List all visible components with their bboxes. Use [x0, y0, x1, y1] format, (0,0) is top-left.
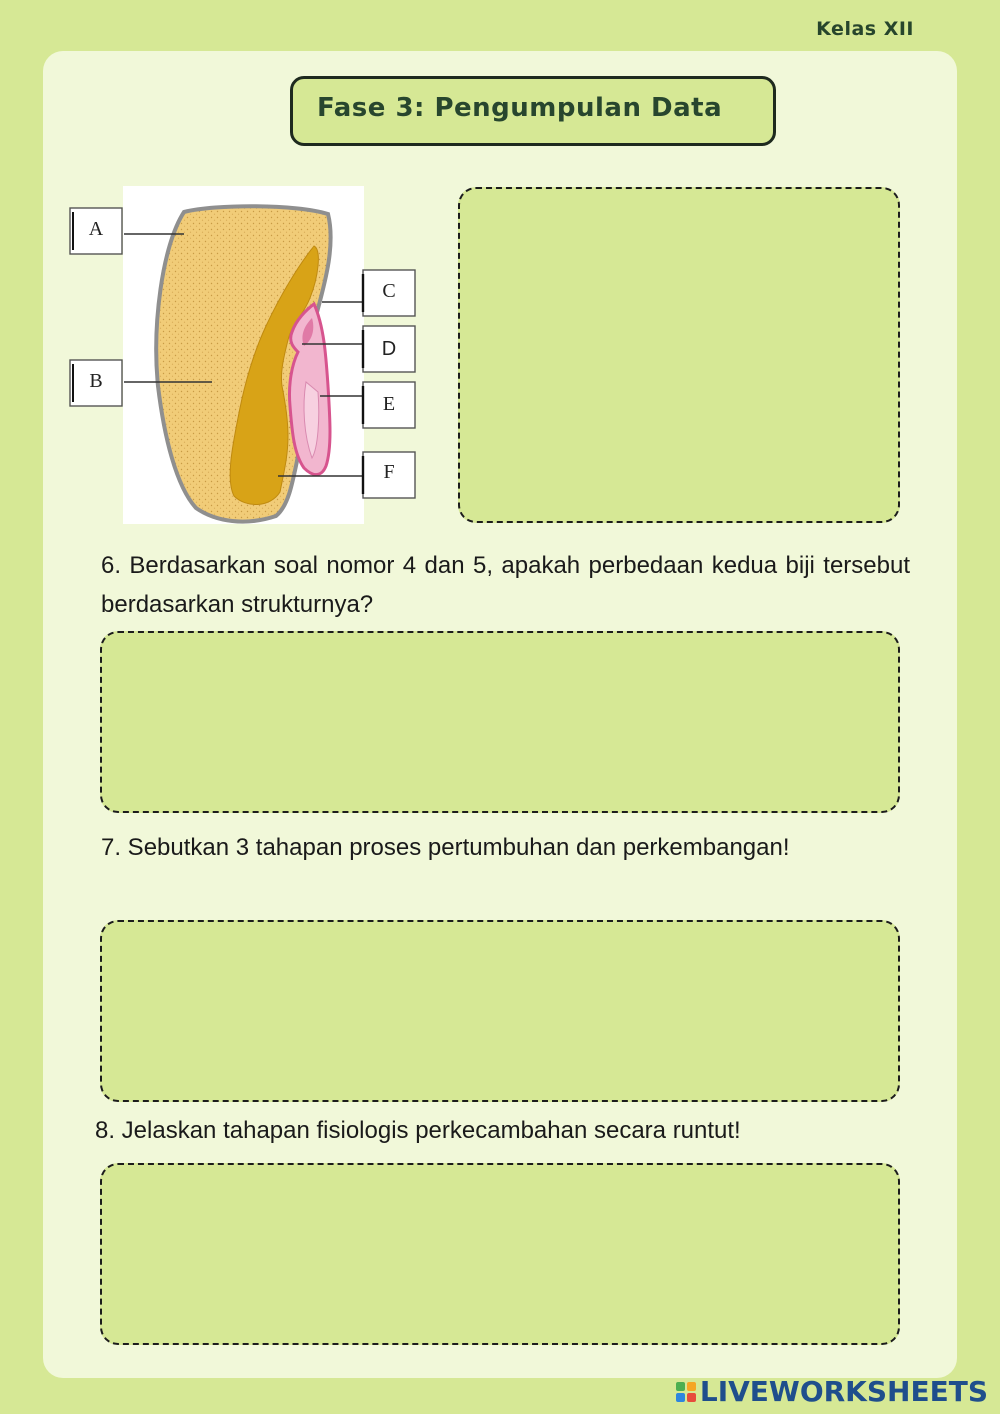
liveworksheets-text: LIVEWORKSHEETS	[699, 1375, 988, 1408]
label-f	[363, 452, 415, 498]
label-d	[363, 326, 415, 372]
phase-title-box	[290, 76, 776, 146]
answer-box-8[interactable]	[100, 1163, 900, 1345]
label-e-text: E	[382, 393, 396, 415]
label-a-text: A	[88, 218, 104, 240]
liveworksheets-logo[interactable]	[676, 1375, 988, 1408]
label-e	[363, 382, 415, 428]
phase-title: Fase 3: Pengumpulan Data	[317, 93, 723, 123]
question-8: 8. Jelaskan tahapan fisiologis perkecambahan secara runtut!	[95, 1117, 741, 1144]
label-d-text: D	[381, 338, 397, 360]
answer-box-diagram[interactable]	[458, 187, 900, 523]
answer-box-6[interactable]	[100, 631, 900, 813]
liveworksheets-icon	[676, 1382, 696, 1402]
label-b	[70, 360, 122, 406]
label-c	[363, 270, 415, 316]
label-a	[70, 208, 122, 254]
question-6: 6. Berdasarkan soal nomor 4 dan 5, apakah perbedaan kedua biji tersebut berdasarkan strukturnya?	[101, 552, 910, 618]
label-b-text: B	[89, 370, 103, 392]
question-7: 7. Sebutkan 3 tahapan proses pertumbuhan dan perkembangan!	[101, 834, 790, 861]
label-f-text: F	[383, 461, 395, 483]
class-label: Kelas XII	[816, 18, 914, 40]
label-c-text: C	[382, 280, 396, 302]
answer-box-7[interactable]	[100, 920, 900, 1102]
seed-structure-diagram	[66, 186, 426, 526]
